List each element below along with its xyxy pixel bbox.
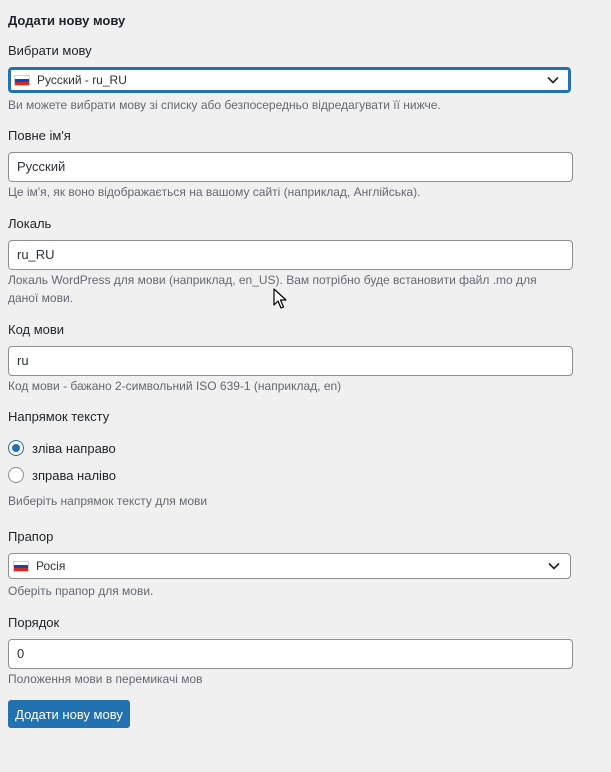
flag-select-value: Росія xyxy=(36,559,66,573)
radio-rtl-row[interactable] xyxy=(8,467,116,483)
full-name-value: Русский xyxy=(17,159,66,174)
flag-description: Оберіть прапор для мови. xyxy=(8,584,154,598)
text-direction-label: Напрямок тексту xyxy=(8,409,110,424)
radio-rtl-label: зправа наліво xyxy=(32,467,116,483)
flag-label: Прапор xyxy=(8,529,54,544)
locale-description: Локаль WordPress для мови (наприклад, en_US). Вам потрібно буде встановити файл .mo для даної мови. xyxy=(8,273,537,305)
language-code-label: Код мови xyxy=(8,322,65,337)
language-code-input[interactable] xyxy=(8,346,573,376)
language-select[interactable] xyxy=(8,67,571,93)
russia-flag-icon xyxy=(14,75,30,86)
locale-label: Локаль xyxy=(8,216,52,231)
russia-flag-icon xyxy=(13,561,29,572)
language-select-description: Ви можете вибрати мову зі списку або безпосередньо відредагувати її нижче. xyxy=(8,98,441,112)
language-select-value: Русский - ru_RU xyxy=(37,73,127,87)
full-name-input[interactable] xyxy=(8,152,573,182)
language-select-label: Вибрати мову xyxy=(8,43,92,58)
full-name-label: Повне ім'я xyxy=(8,128,71,143)
locale-input[interactable] xyxy=(8,240,573,270)
form-heading: Додати нову мову xyxy=(8,13,126,28)
radio-ltr-row[interactable] xyxy=(8,440,116,456)
order-input[interactable] xyxy=(8,639,573,669)
language-code-value: ru xyxy=(17,353,29,368)
chevron-down-icon xyxy=(544,556,564,576)
order-description: Положення мови в перемикачі мов xyxy=(8,672,203,686)
order-value: 0 xyxy=(17,646,25,661)
radio-rtl[interactable] xyxy=(8,467,24,483)
chevron-down-icon xyxy=(543,70,563,90)
full-name-description: Це ім'я, як воно відображається на вашому сайті (наприклад, Англійська). xyxy=(8,185,421,199)
flag-select[interactable] xyxy=(8,553,571,579)
text-direction-description: Виберіть напрямок тексту для мови xyxy=(8,494,208,508)
radio-ltr[interactable] xyxy=(8,440,24,456)
mouse-cursor-icon xyxy=(273,288,287,310)
order-label: Порядок xyxy=(8,615,60,630)
locale-value: ru_RU xyxy=(17,247,55,262)
add-language-button[interactable]: Додати нову мову xyxy=(8,700,130,728)
language-code-description: Код мови - бажано 2-символьний ISO 639-1 (наприклад, en) xyxy=(8,379,342,393)
radio-ltr-label: зліва направо xyxy=(32,440,116,456)
